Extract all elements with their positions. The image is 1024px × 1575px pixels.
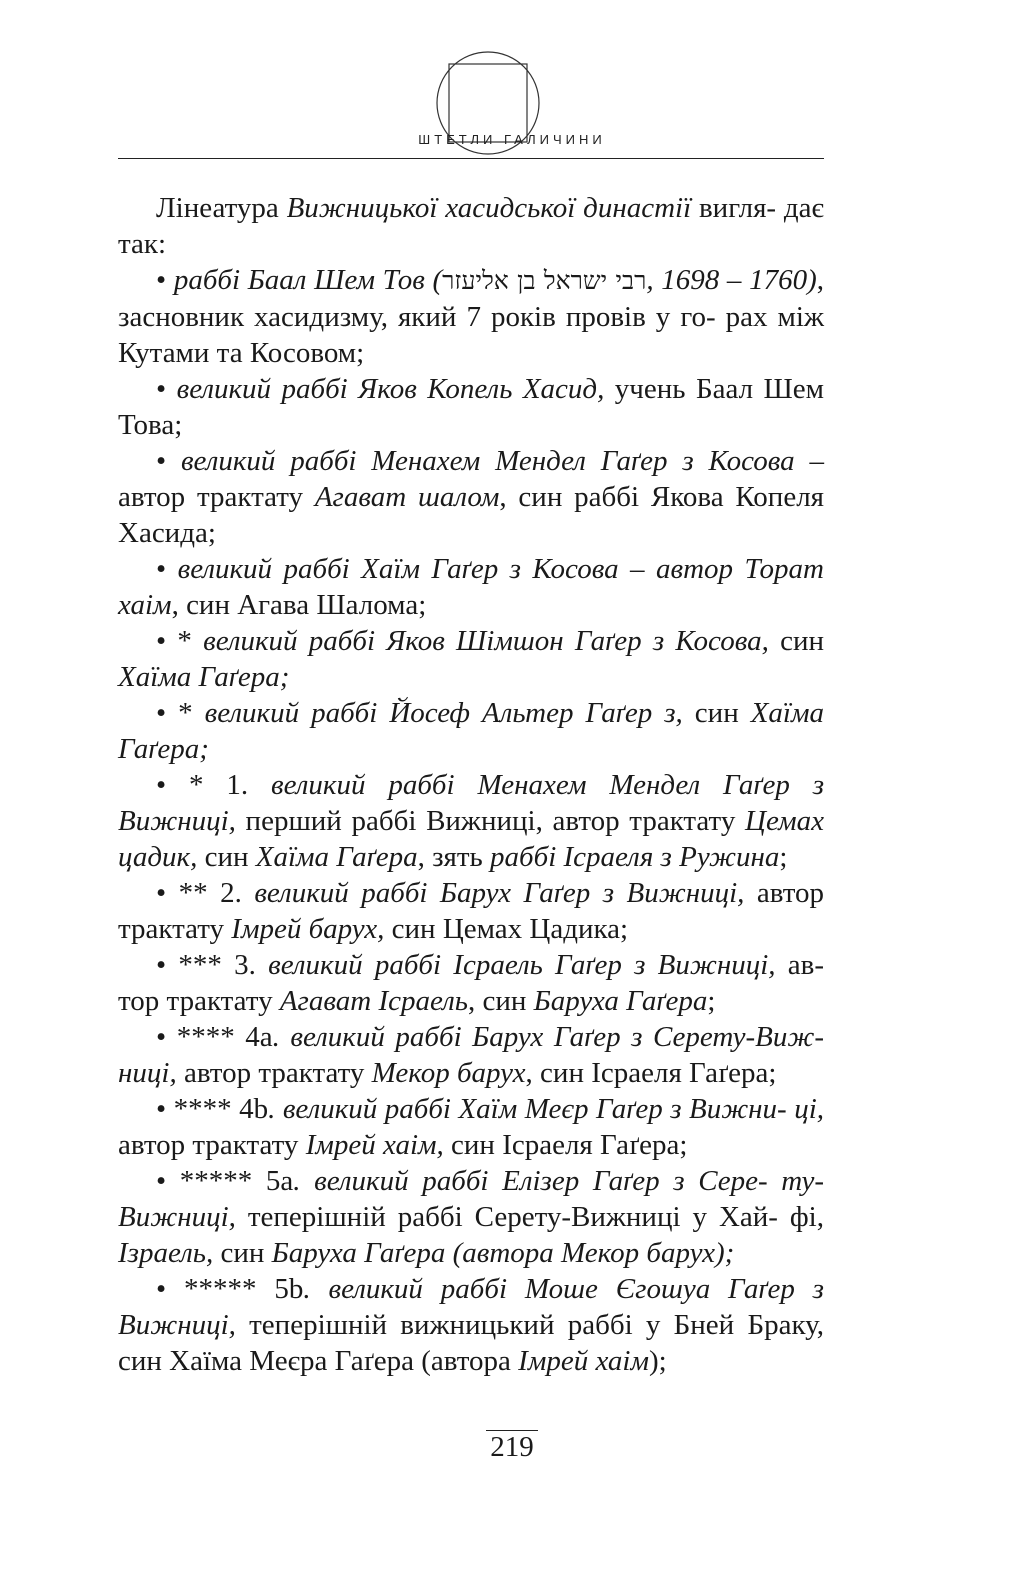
lineage-item	[118, 371, 824, 443]
italic-segment: Хаїма Гаґера;	[118, 697, 824, 765]
text-segment: ;	[707, 985, 716, 1017]
text-segment: •	[156, 373, 177, 405]
text-segment: • ***** 5b	[156, 1273, 304, 1305]
text-segment: , засновник хасидизму, який 7 років провів у го- рах між Кутами та Косовом;	[118, 264, 824, 369]
text-segment: теперішній раббі Серету-Вижниці у Хай- фі,	[235, 1201, 824, 1233]
body-text	[118, 190, 824, 1379]
text-segment: • **** 4a	[156, 1021, 273, 1053]
intro-italic: Вижницької хасидської династії	[286, 192, 692, 224]
lineage-item	[118, 443, 824, 551]
running-head: ШТЕТЛИ ГАЛИЧИНИ	[418, 132, 606, 147]
italic-segment: . великий раббі Хаїм Меєр Гаґер з Вижни- ці,	[268, 1093, 824, 1125]
italic-segment: Баруха Гаґера	[533, 985, 708, 1017]
header-rule	[118, 158, 824, 159]
text-segment: автор трактату	[118, 481, 315, 513]
text-segment: син	[768, 625, 824, 657]
italic-segment: Хаїма Гаґера	[255, 841, 418, 873]
intro-paragraph	[118, 190, 824, 262]
italic-segment: Мекор барух	[371, 1057, 526, 1089]
text-segment: перший раббі Вижниці, автор трактату	[235, 805, 746, 837]
italic-segment: Імрей хаім	[518, 1345, 649, 1377]
text-segment: • * 1.	[156, 769, 272, 801]
intro-text-end: вигля- дає так:	[118, 192, 824, 260]
lineage-item	[118, 623, 824, 695]
italic-segment: великий раббі Менахем Мендел Гаґер з Косова –	[180, 445, 824, 477]
italic-segment: Агават Ісраель	[279, 985, 468, 1017]
text-segment: •	[156, 264, 174, 296]
italic-segment: Агават шалом	[314, 481, 500, 513]
lineage-item	[118, 1271, 824, 1379]
text-segment: учень Баал Шем Това;	[118, 373, 824, 441]
text-segment: • **** 4b	[156, 1093, 269, 1125]
lineage-item	[118, 1019, 824, 1091]
lineage-item	[118, 551, 824, 623]
text-segment: • *	[156, 697, 205, 729]
italic-segment: Імрей хаім,	[305, 1129, 444, 1161]
italic-segment: . великий раббі Елізер Гаґер з Сере- ту-Вижниці,	[118, 1165, 825, 1233]
page-number	[0, 1430, 1024, 1464]
italic-segment: . великий раббі Моше Єгошуа Гаґер з Вижниці,	[118, 1273, 825, 1341]
lineage-item	[118, 695, 824, 767]
italic-segment: Ізраель,	[118, 1237, 214, 1269]
lineage-item	[118, 262, 824, 371]
italic-segment: Баруха Гаґера (автора Мекор барух);	[271, 1237, 735, 1269]
italic-segment: великий раббі Барух Гаґер з Вижниці,	[254, 877, 745, 909]
text-segment: • ** 2.	[156, 877, 255, 909]
text-segment: );	[649, 1345, 667, 1377]
text-segment: , син Агава Шалома;	[171, 589, 427, 621]
text-segment: •	[156, 445, 181, 477]
text-segment: син	[213, 1237, 272, 1269]
text-segment: автор трактату	[118, 1129, 306, 1161]
intro-text: Лінеатура	[156, 192, 287, 224]
text-segment: ;	[779, 841, 788, 873]
text-segment: , син	[467, 985, 534, 1017]
text-segment: син Цемах Цадика;	[384, 913, 629, 945]
text-segment: син Ісраеля Гаґера;	[443, 1129, 688, 1161]
italic-segment: , 1698 – 1760)	[646, 264, 817, 296]
text-segment: • *	[156, 625, 204, 657]
italic-segment: великий раббі Менахем Мендел Гаґер з Вижниці,	[118, 769, 825, 837]
lineage-item	[118, 767, 824, 875]
text-segment: •	[156, 553, 178, 585]
text-segment: теперішній вижницький раббі у Бней Браку, син Хаїма Меєра Гаґера (автора	[118, 1309, 824, 1377]
lineage-item	[118, 947, 824, 1019]
italic-segment: великий раббі Хаїм Гаґер з Косова – автор Торат хаім	[118, 553, 825, 621]
text-segment: син	[197, 841, 256, 873]
lineage-item	[118, 1163, 824, 1271]
page-number-text: 219	[486, 1430, 538, 1463]
italic-segment: раббі Ісраеля з Ружина	[490, 841, 780, 873]
italic-segment: великий раббі Йосеф Альтер Гаґер з,	[204, 697, 683, 729]
text-segment: автор трактату	[118, 877, 824, 945]
italic-segment: Хаїма Гаґера;	[118, 661, 290, 693]
text-segment: , син Ісраеля Гаґера;	[525, 1057, 777, 1089]
text-segment: רבי ישראל בן אליעזר	[442, 266, 647, 295]
italic-segment: Імрей барух,	[231, 913, 385, 945]
text-segment: ав- тор трактату	[118, 949, 824, 1017]
italic-segment: великий раббі Яков Шімшон Гаґер з Косова,	[203, 625, 769, 657]
text-segment: , син раббі Якова Копеля Хасида;	[118, 481, 825, 549]
text-segment: • *** 3.	[156, 949, 269, 981]
text-segment: • ***** 5a	[156, 1165, 294, 1197]
text-segment: автор трактату	[176, 1057, 372, 1089]
italic-segment: великий раббі Яков Копель Хасид,	[176, 373, 605, 405]
italic-segment: великий раббі Ісраель Гаґер з Вижниці,	[268, 949, 776, 981]
italic-segment: раббі Баал Шем Тов (	[173, 264, 443, 296]
lineage-list	[118, 262, 824, 1379]
italic-segment: Цемах цадик,	[118, 805, 824, 873]
italic-segment: . великий раббі Барух Гаґер з Серету-Виж- ниці,	[118, 1021, 824, 1089]
text-segment: , зять	[417, 841, 491, 873]
text-segment: син	[682, 697, 751, 729]
lineage-item	[118, 1091, 824, 1163]
lineage-item	[118, 875, 824, 947]
